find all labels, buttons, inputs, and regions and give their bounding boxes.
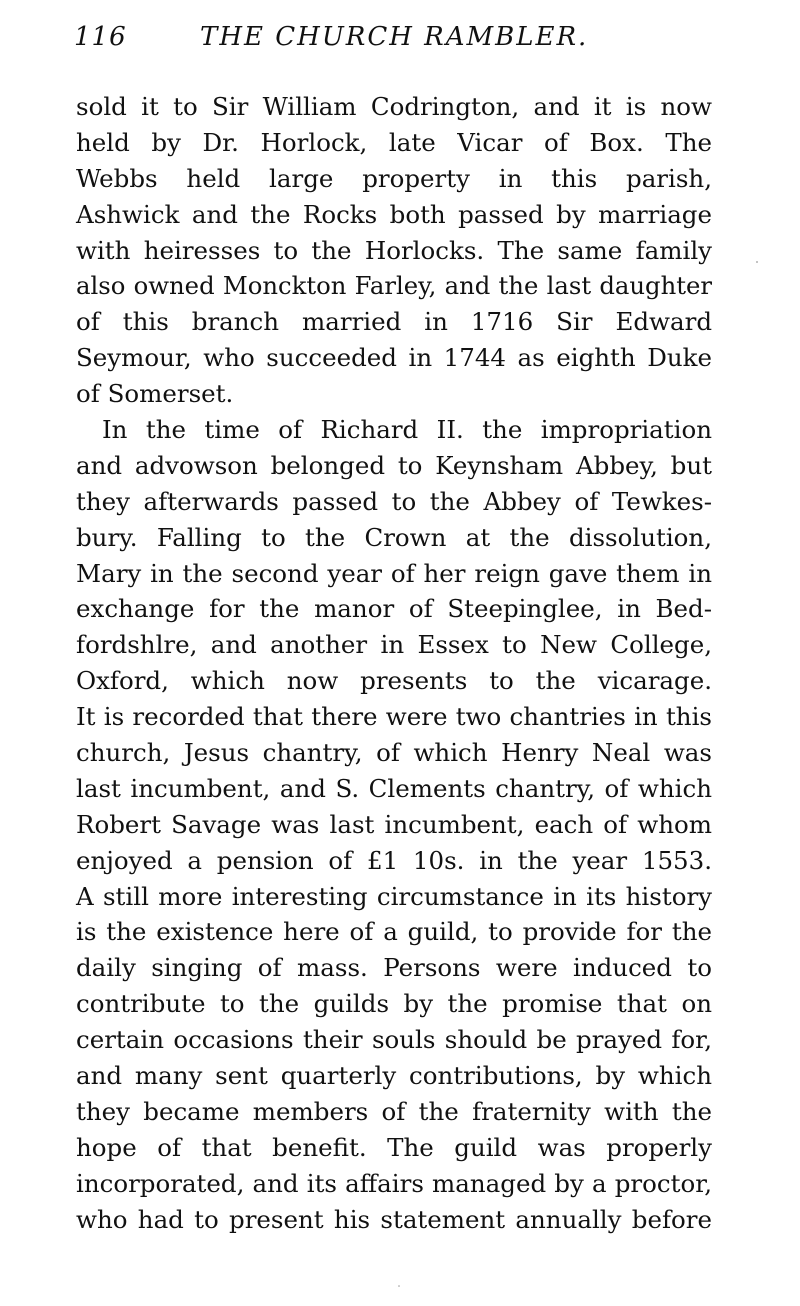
text-line: In the time of Richard II. the impropriation [102,415,712,445]
page-number: 116 [74,22,127,52]
text-line: with heiresses to the Horlocks. The same family [76,235,712,265]
text-line: and advowson belonged to Keynsham Abbey, but [76,450,712,480]
text-line: daily singing of mass. Persons were induced to [76,953,712,983]
text-line: Webbs held large property in this parish, [76,163,712,193]
text-line: bury. Falling to the Crown at the dissolution, [76,522,712,552]
text-line: they became members of the fraternity with the [76,1096,712,1126]
text-line: contribute to the guilds by the promise that on [76,989,712,1019]
text-line: of this branch married in 1716 Sir Edward [76,307,712,337]
text-line: Ashwick and the Rocks both passed by marriage [76,199,712,229]
text-line: It is recorded that there were two chantries in this [76,702,712,732]
text-line: exchange for the manor of Steepinglee, in Bed- [76,594,712,624]
text-line: also owned Monckton Farley, and the last daughter [76,271,712,301]
text-line: incorporated, and its affairs managed by a proctor, [76,1168,712,1198]
text-line: hope of that benefit. The guild was properly [76,1132,712,1162]
text-line: sold it to Sir William Codrington, and it is now [76,92,712,121]
text-line: Oxford, which now presents to the vicarage. [76,666,712,696]
text-line: enjoyed a pension of £1 10s. in the year 1553. [76,845,712,875]
text-line: church, Jesus chantry, of which Henry Neal was [76,738,712,768]
text-line: and many sent quarterly contributions, by which [76,1061,712,1091]
text-line: held by Dr. Horlock, late Vicar of Box. The [76,127,712,157]
text-line: of Somerset. [76,379,234,409]
speck [398,1285,400,1287]
text-line: fordshlre, and another in Essex to New College, [76,630,712,660]
text-line: certain occasions their souls should be prayed for, [76,1025,712,1055]
speck [756,261,758,263]
text-line: they afterwards passed to the Abbey of Tewkes- [76,486,712,516]
text-line: Seymour, who succeeded in 1744 as eighth Duke [76,343,712,373]
running-title: THE CHURCH RAMBLER. [200,22,589,52]
text-line: last incumbent, and S. Clements chantry, of which [76,773,712,803]
text-line: is the existence here of a guild, to provide for the [76,917,712,947]
text-line: Robert Savage was last incumbent, each of whom [76,809,712,839]
text-line: Mary in the second year of her reign gave them in [76,558,712,588]
text-line: who had to present his statement annually before [76,1204,712,1234]
text-line: A still more interesting circumstance in its history [76,881,712,911]
